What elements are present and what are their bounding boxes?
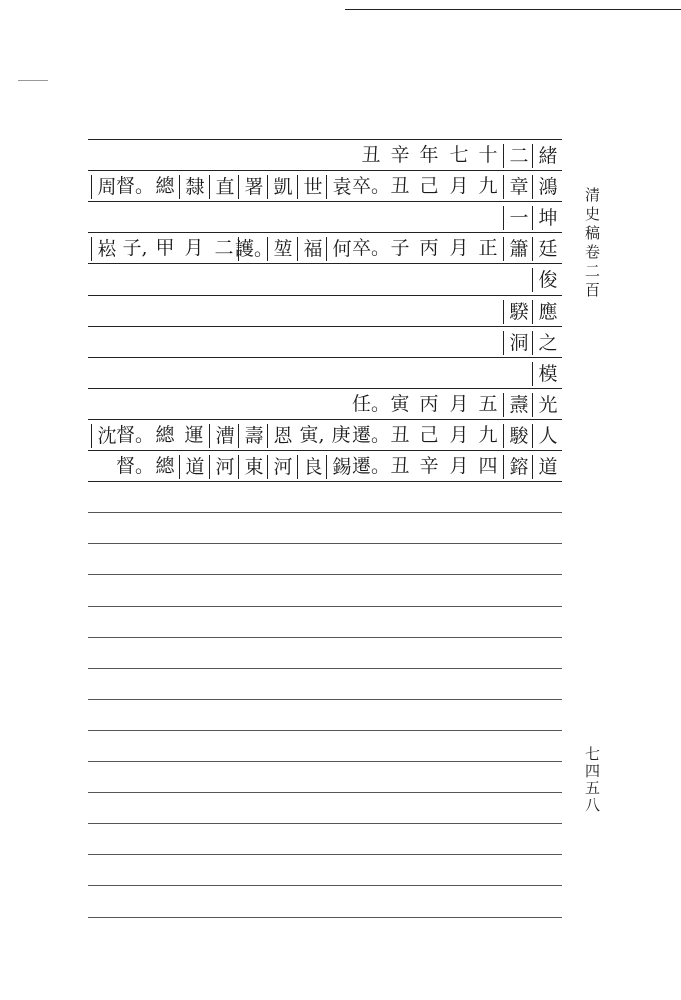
table-cell: 護。	[235, 237, 274, 260]
table-cell: 漕	[209, 424, 240, 448]
row-rule	[88, 854, 562, 855]
table-cell: 正	[478, 237, 498, 259]
table-cell: 緒	[532, 144, 563, 168]
table-cell: 總	[155, 424, 175, 446]
row-rule	[88, 823, 562, 824]
table-cell: 辛	[419, 455, 439, 477]
table-cell: 子	[390, 237, 410, 259]
table-cell: 四	[478, 455, 498, 477]
table-cell: 子,	[122, 237, 148, 259]
table-cell: 卒。	[352, 237, 391, 259]
table-cell: 沈	[91, 424, 122, 448]
table-cell: 年	[419, 144, 439, 166]
table-row	[88, 264, 562, 295]
table-cell: 模	[532, 362, 563, 386]
table-cell: 光	[532, 393, 563, 417]
table-cell: 俊	[532, 268, 563, 292]
table-cell: 十	[478, 144, 498, 166]
table-cell: 署	[238, 175, 269, 199]
table-cell: 壽	[238, 424, 269, 448]
table-row	[88, 451, 562, 482]
table-cell: 福	[297, 237, 328, 261]
table-row	[88, 171, 562, 202]
table-cell: 駿	[503, 424, 534, 448]
row-rule	[88, 543, 562, 544]
table-cell: 二	[214, 237, 234, 259]
row-rule	[88, 730, 562, 731]
table-cell: 月	[449, 237, 469, 259]
table-cell: 月	[184, 237, 204, 259]
page-number: 七四五八	[583, 746, 601, 814]
table-cell: 寅	[390, 393, 410, 415]
table-cell: 應	[532, 300, 563, 324]
table-cell: 丑	[390, 424, 410, 446]
table-cell: 錫	[326, 455, 357, 479]
table-cell: 丙	[419, 393, 439, 415]
table-cell: 丑	[361, 144, 381, 166]
table-cell: 良	[297, 455, 328, 479]
table-cell: 坤	[532, 206, 563, 230]
table-cell: 何	[326, 237, 357, 261]
table-cell: 恩	[267, 424, 298, 448]
table-cell: 直	[209, 175, 240, 199]
row-rule	[88, 699, 562, 700]
table-row	[88, 233, 562, 264]
table-cell: 月	[449, 175, 469, 197]
table-cell: 凱	[267, 175, 298, 199]
table-cell: 道	[179, 455, 210, 479]
table-cell: 崧	[91, 237, 122, 261]
table-row	[88, 296, 562, 327]
table-cell: 鎔	[503, 455, 534, 479]
table-cell: 世	[297, 175, 328, 199]
table-row	[88, 420, 562, 451]
table-cell: 月	[449, 455, 469, 477]
table-cell: 隸	[179, 175, 210, 199]
table-cell: 袁	[326, 175, 357, 199]
table-cell: 月	[449, 393, 469, 415]
top-margin-rule	[345, 9, 681, 10]
table-cell: 辛	[390, 144, 410, 166]
table-cell: 督。	[116, 424, 155, 446]
table-row	[88, 202, 562, 233]
table-cell: 總	[155, 175, 175, 197]
table-cell: 九	[478, 175, 498, 197]
table-cell: 運	[184, 424, 204, 446]
table-cell: 人	[532, 424, 563, 448]
table-row	[88, 358, 562, 389]
table-row	[88, 389, 562, 420]
row-rule	[88, 637, 562, 638]
table-cell: 己	[419, 424, 439, 446]
table-cell: 騤	[503, 300, 534, 324]
table-cell: 遷。	[352, 424, 391, 446]
table-cell: 丙	[419, 237, 439, 259]
table-cell: 河	[209, 455, 240, 479]
table-cell: 二	[503, 144, 534, 168]
row-rule	[88, 761, 562, 762]
table-cell: 河	[267, 455, 298, 479]
table-cell: 章	[503, 175, 534, 199]
table-cell: 督。	[116, 175, 155, 197]
table-cell: 丑	[390, 455, 410, 477]
table-cell: 己	[419, 175, 439, 197]
table-cell: 九	[478, 424, 498, 446]
table-cell: 一	[503, 206, 534, 230]
table-cell: 督。	[116, 455, 155, 477]
table-cell: 任。	[352, 393, 391, 415]
table-cell: 洞	[503, 331, 534, 355]
table-row	[88, 327, 562, 358]
row-rule	[88, 512, 562, 513]
table-cell: 甲	[155, 237, 175, 259]
table-row	[88, 140, 562, 171]
table-cell: 周	[91, 175, 122, 199]
table-cell: 廷	[532, 237, 563, 261]
table-cell: 遷。	[352, 455, 391, 477]
table-cell: 庚	[331, 424, 351, 446]
table-cell: 月	[449, 424, 469, 446]
table-cell: 寅,	[299, 424, 325, 446]
volume-title: 清史稿卷二百	[583, 187, 601, 301]
table-cell: 東	[238, 455, 269, 479]
table-cell: 總	[155, 455, 175, 477]
row-rule	[88, 606, 562, 607]
table-cell: 丑	[390, 175, 410, 197]
row-rule	[88, 668, 562, 669]
scan-mark	[18, 80, 48, 81]
row-rule	[88, 917, 562, 918]
row-rule	[88, 574, 562, 575]
row-rule	[88, 885, 562, 886]
table-cell: 簫	[503, 237, 534, 261]
table-cell: 之	[532, 331, 563, 355]
table-cell: 鴻	[532, 175, 563, 199]
table-cell: 燾	[503, 393, 534, 417]
row-rule	[88, 792, 562, 793]
table-cell: 五	[478, 393, 498, 415]
table-cell: 道	[532, 455, 563, 479]
table-cell: 七	[449, 144, 469, 166]
table-cell: 堃	[267, 237, 298, 261]
table-cell: 卒。	[352, 175, 391, 197]
